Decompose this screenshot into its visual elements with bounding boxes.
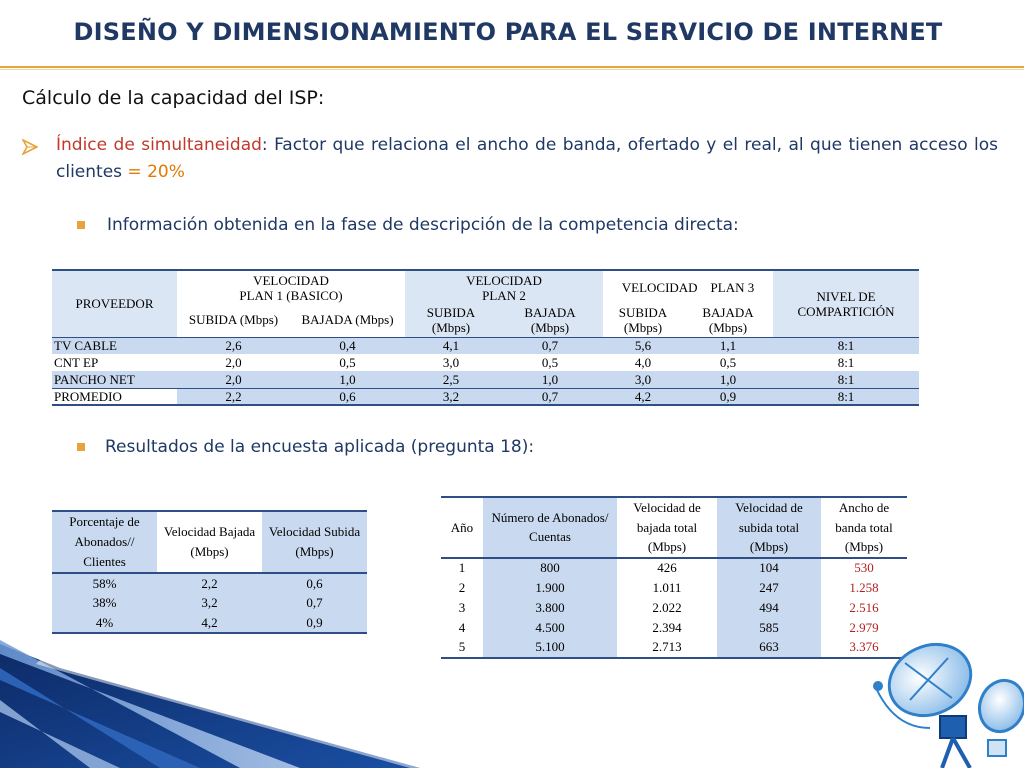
value-cell: 663: [717, 638, 821, 658]
table-row: [52, 371, 919, 388]
value-cell: 247: [717, 578, 821, 598]
value-cell: 1,0: [290, 371, 405, 388]
arrow-bullet-icon: [22, 132, 56, 186]
header-p1-up: SUBIDA (Mbps): [177, 303, 290, 337]
table-row: [52, 593, 367, 613]
year-cell: 3: [441, 598, 483, 618]
simultaneity-text: [56, 132, 998, 186]
value-cell: 1,0: [683, 371, 773, 388]
competition-bullet-text: Información obtenida en la fase de descripción de la competencia directa:: [107, 215, 739, 235]
value-cell: 4,0: [603, 354, 683, 371]
survey-table: [52, 510, 367, 634]
projection-table: [441, 496, 907, 659]
total-bandwidth-cell: 530: [821, 558, 907, 578]
value-cell: 1.900: [483, 578, 617, 598]
value-cell: 0,7: [497, 337, 603, 354]
value-cell: 4,1: [405, 337, 497, 354]
header-cell: Número de Abonados/ Cuentas: [483, 497, 617, 558]
header-plan2: VELOCIDAD PLAN 2: [405, 270, 603, 303]
value-cell: 8:1: [773, 388, 919, 405]
value-cell: 0,6: [262, 573, 367, 593]
value-cell: 426: [617, 558, 717, 578]
header-cell: Velocidad de subida total (Mbps): [717, 497, 821, 558]
survey-bullet: [77, 437, 534, 457]
value-cell: 494: [717, 598, 821, 618]
header-p1-down: BAJADA (Mbps): [290, 303, 405, 337]
value-cell: 0,5: [683, 354, 773, 371]
header-cell: Año: [441, 497, 483, 558]
year-cell: 2: [441, 578, 483, 598]
title-divider-light: [0, 69, 1024, 70]
table-row: [441, 638, 907, 658]
header-p2-down: BAJADA (Mbps): [497, 303, 603, 337]
year-cell: 1: [441, 558, 483, 578]
table-row: [52, 573, 367, 593]
value-cell: 2,0: [177, 354, 290, 371]
square-bullet-icon: [77, 221, 85, 229]
value-cell: 0,7: [497, 388, 603, 405]
simultaneity-term: Índice de simultaneidad: [56, 135, 262, 155]
value-cell: 0,6: [290, 388, 405, 405]
header-p2-up: SUBIDA (Mbps): [405, 303, 497, 337]
total-bandwidth-cell: 3.376: [821, 638, 907, 658]
value-cell: 0,5: [290, 354, 405, 371]
section-subtitle: Cálculo de la capacidad del ISP:: [22, 87, 325, 109]
table-row: [441, 598, 907, 618]
value-cell: 800: [483, 558, 617, 578]
value-cell: 5.100: [483, 638, 617, 658]
value-cell: 0,9: [262, 613, 367, 633]
total-bandwidth-cell: 1.258: [821, 578, 907, 598]
value-cell: 3,2: [405, 388, 497, 405]
value-cell: 8:1: [773, 354, 919, 371]
table-row: [52, 337, 919, 354]
provider-cell: TV CABLE: [52, 337, 177, 354]
value-cell: 2,2: [157, 573, 262, 593]
satellite-dish-icon: [870, 628, 1024, 768]
value-cell: 2.713: [617, 638, 717, 658]
value-cell: 1.011: [617, 578, 717, 598]
competition-table: [52, 269, 919, 406]
average-row: [52, 388, 919, 405]
value-cell: 4,2: [157, 613, 262, 633]
value-cell: 4.500: [483, 618, 617, 638]
header-provider: PROVEEDOR: [52, 270, 177, 337]
value-cell: 3,0: [405, 354, 497, 371]
header-sharing: NIVEL DE COMPARTICIÓN: [773, 270, 919, 337]
header-plan1: VELOCIDAD PLAN 1 (BASICO): [177, 270, 405, 303]
decorative-stripes-graphic: [0, 640, 420, 768]
value-cell: 0,5: [497, 354, 603, 371]
slide-title: DISEÑO Y DIMENSIONAMIENTO PARA EL SERVICIO DE INTERNET: [73, 18, 943, 46]
value-cell: 0,9: [683, 388, 773, 405]
table-row: [52, 354, 919, 371]
value-cell: 2.022: [617, 598, 717, 618]
value-cell: 1,1: [683, 337, 773, 354]
header-cell: Velocidad Bajada (Mbps): [157, 511, 262, 573]
simultaneity-value: = 20%: [127, 162, 185, 182]
provider-cell: CNT EP: [52, 354, 177, 371]
total-bandwidth-cell: 2.516: [821, 598, 907, 618]
table-row: [52, 613, 367, 633]
value-cell: 3,2: [157, 593, 262, 613]
value-cell: 1,0: [497, 371, 603, 388]
table-row: [441, 578, 907, 598]
total-bandwidth-cell: 2.979: [821, 618, 907, 638]
header-p3-down: BAJADA (Mbps): [683, 303, 773, 337]
value-cell: 585: [717, 618, 821, 638]
value-cell: 58%: [52, 573, 157, 593]
value-cell: 104: [717, 558, 821, 578]
square-bullet-icon: [77, 443, 85, 451]
value-cell: 2.394: [617, 618, 717, 638]
header-cell: Ancho de banda total (Mbps): [821, 497, 907, 558]
value-cell: 8:1: [773, 371, 919, 388]
header-p3-up: SUBIDA (Mbps): [603, 303, 683, 337]
provider-cell: PANCHO NET: [52, 371, 177, 388]
value-cell: 2,6: [177, 337, 290, 354]
value-cell: 5,6: [603, 337, 683, 354]
title-divider: [0, 66, 1024, 68]
value-cell: 0,7: [262, 593, 367, 613]
simultaneity-definition: : Factor que relaciona el ancho de banda, ofertado y el real, al que tienen acceso los clientes: [56, 135, 999, 182]
value-cell: 3.800: [483, 598, 617, 618]
provider-cell: PROMEDIO: [52, 388, 177, 405]
value-cell: 0,4: [290, 337, 405, 354]
header-cell: Porcentaje de Abonados// Clientes: [52, 511, 157, 573]
year-cell: 5: [441, 638, 483, 658]
value-cell: 38%: [52, 593, 157, 613]
value-cell: 4%: [52, 613, 157, 633]
value-cell: 2,2: [177, 388, 290, 405]
simultaneity-bullet: [22, 132, 998, 186]
competition-bullet: [77, 215, 739, 235]
year-cell: 4: [441, 618, 483, 638]
value-cell: 3,0: [603, 371, 683, 388]
table-row: [441, 558, 907, 578]
value-cell: 2,0: [177, 371, 290, 388]
value-cell: 2,5: [405, 371, 497, 388]
header-cell: Velocidad de bajada total (Mbps): [617, 497, 717, 558]
value-cell: 4,2: [603, 388, 683, 405]
value-cell: 8:1: [773, 337, 919, 354]
survey-bullet-text: Resultados de la encuesta aplicada (pregunta 18):: [105, 437, 535, 457]
table-row: [441, 618, 907, 638]
header-plan3: VELOCIDAD PLAN 3: [603, 270, 773, 303]
header-cell: Velocidad Subida (Mbps): [262, 511, 367, 573]
